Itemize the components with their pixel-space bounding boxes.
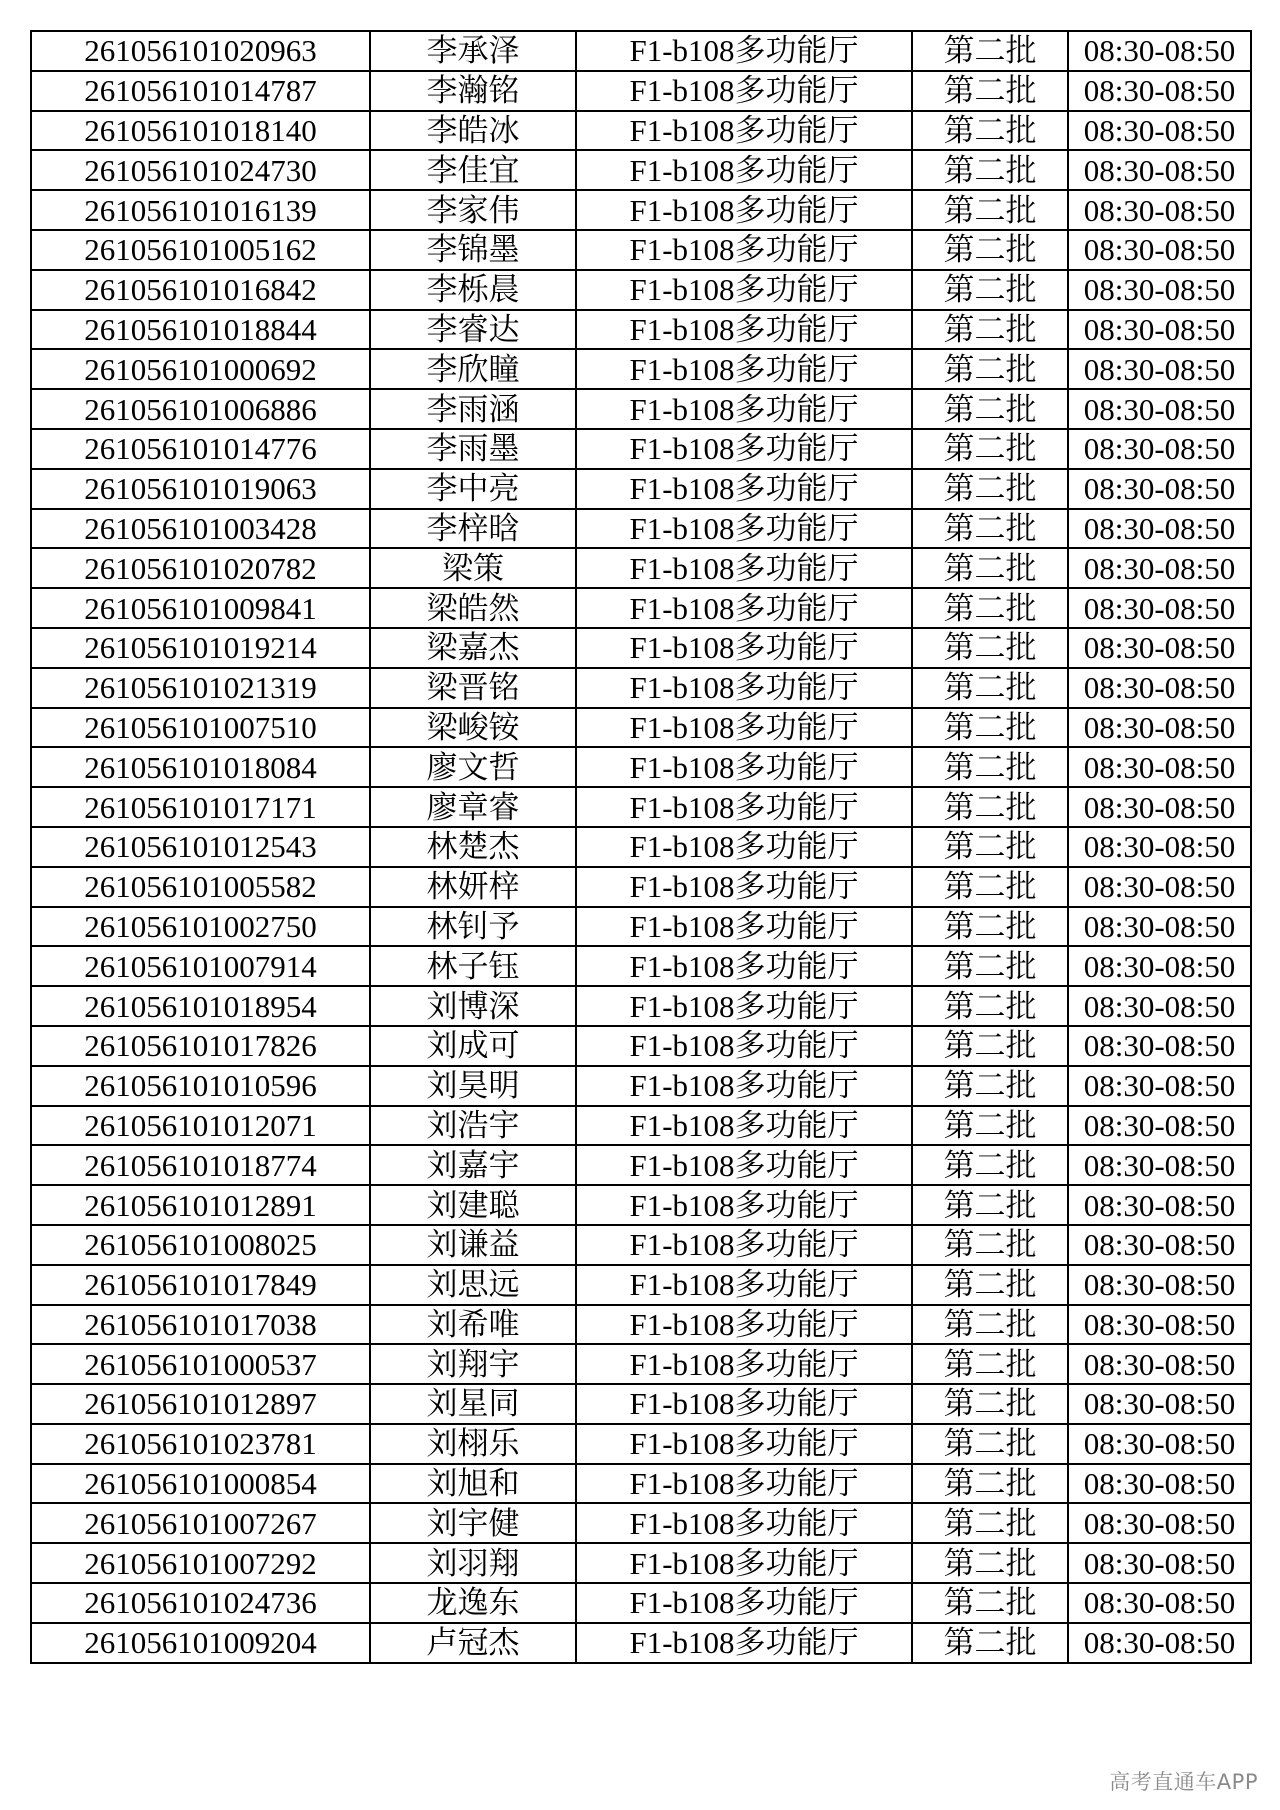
room-cell: F1-b108多功能厅 (576, 708, 912, 748)
name-cell: 李中亮 (370, 469, 576, 509)
time-cell: 08:30-08:50 (1068, 668, 1251, 708)
batch-cell: 第二批 (912, 588, 1068, 628)
batch-cell: 第二批 (912, 867, 1068, 907)
name-cell: 刘建聪 (370, 1185, 576, 1225)
time-cell: 08:30-08:50 (1068, 1026, 1251, 1066)
table-row (31, 1185, 1251, 1225)
time-cell: 08:30-08:50 (1068, 986, 1251, 1026)
room-cell: F1-b108多功能厅 (576, 349, 912, 389)
room-cell: F1-b108多功能厅 (576, 787, 912, 827)
time-cell: 08:30-08:50 (1068, 1464, 1251, 1504)
exam-number-cell: 261056101020963 (31, 31, 370, 71)
exam-number-cell: 261056101002750 (31, 907, 370, 947)
time-cell: 08:30-08:50 (1068, 1265, 1251, 1305)
name-cell: 梁嘉杰 (370, 628, 576, 668)
exam-number-cell: 261056101000537 (31, 1344, 370, 1384)
exam-number-cell: 261056101017171 (31, 787, 370, 827)
batch-cell: 第二批 (912, 708, 1068, 748)
time-cell: 08:30-08:50 (1068, 429, 1251, 469)
time-cell: 08:30-08:50 (1068, 1344, 1251, 1384)
time-cell: 08:30-08:50 (1068, 827, 1251, 867)
name-cell: 李家伟 (370, 190, 576, 230)
room-cell: F1-b108多功能厅 (576, 310, 912, 350)
time-cell: 08:30-08:50 (1068, 1623, 1251, 1663)
exam-number-cell: 261056101018774 (31, 1145, 370, 1185)
exam-number-cell: 261056101018140 (31, 111, 370, 151)
room-cell: F1-b108多功能厅 (576, 628, 912, 668)
time-cell: 08:30-08:50 (1068, 787, 1251, 827)
name-cell: 李欣瞳 (370, 349, 576, 389)
exam-number-cell: 261056101014776 (31, 429, 370, 469)
exam-number-cell: 261056101003428 (31, 509, 370, 549)
table-row (31, 1623, 1251, 1663)
time-cell: 08:30-08:50 (1068, 71, 1251, 111)
batch-cell: 第二批 (912, 986, 1068, 1026)
time-cell: 08:30-08:50 (1068, 946, 1251, 986)
name-cell: 刘宇健 (370, 1503, 576, 1543)
room-cell: F1-b108多功能厅 (576, 668, 912, 708)
time-cell: 08:30-08:50 (1068, 1185, 1251, 1225)
exam-number-cell: 261056101016842 (31, 270, 370, 310)
exam-number-cell: 261056101007510 (31, 708, 370, 748)
time-cell: 08:30-08:50 (1068, 708, 1251, 748)
exam-number-cell: 261056101007914 (31, 946, 370, 986)
room-cell: F1-b108多功能厅 (576, 986, 912, 1026)
exam-number-cell: 261056101012071 (31, 1106, 370, 1146)
table-row (31, 270, 1251, 310)
room-cell: F1-b108多功能厅 (576, 1265, 912, 1305)
time-cell: 08:30-08:50 (1068, 1384, 1251, 1424)
batch-cell: 第二批 (912, 429, 1068, 469)
batch-cell: 第二批 (912, 150, 1068, 190)
name-cell: 龙逸东 (370, 1583, 576, 1623)
table-row (31, 190, 1251, 230)
batch-cell: 第二批 (912, 349, 1068, 389)
exam-number-cell: 261056101018084 (31, 747, 370, 787)
time-cell: 08:30-08:50 (1068, 469, 1251, 509)
table-row (31, 668, 1251, 708)
exam-number-cell: 261056101019063 (31, 469, 370, 509)
name-cell: 刘浩宇 (370, 1106, 576, 1146)
table-row (31, 628, 1251, 668)
name-cell: 梁策 (370, 548, 576, 588)
batch-cell: 第二批 (912, 270, 1068, 310)
room-cell: F1-b108多功能厅 (576, 1583, 912, 1623)
time-cell: 08:30-08:50 (1068, 1305, 1251, 1345)
name-cell: 梁峻铵 (370, 708, 576, 748)
room-cell: F1-b108多功能厅 (576, 1424, 912, 1464)
exam-number-cell: 261056101019214 (31, 628, 370, 668)
batch-cell: 第二批 (912, 946, 1068, 986)
room-cell: F1-b108多功能厅 (576, 1344, 912, 1384)
room-cell: F1-b108多功能厅 (576, 747, 912, 787)
exam-number-cell: 261056101009204 (31, 1623, 370, 1663)
time-cell: 08:30-08:50 (1068, 907, 1251, 947)
time-cell: 08:30-08:50 (1068, 509, 1251, 549)
name-cell: 李睿达 (370, 310, 576, 350)
batch-cell: 第二批 (912, 1185, 1068, 1225)
batch-cell: 第二批 (912, 827, 1068, 867)
batch-cell: 第二批 (912, 1066, 1068, 1106)
name-cell: 刘思远 (370, 1265, 576, 1305)
exam-number-cell: 261056101021319 (31, 668, 370, 708)
room-cell: F1-b108多功能厅 (576, 1106, 912, 1146)
table-row (31, 1464, 1251, 1504)
time-cell: 08:30-08:50 (1068, 230, 1251, 270)
exam-number-cell: 261056101008025 (31, 1225, 370, 1265)
batch-cell: 第二批 (912, 1543, 1068, 1583)
table-row (31, 1225, 1251, 1265)
time-cell: 08:30-08:50 (1068, 588, 1251, 628)
room-cell: F1-b108多功能厅 (576, 867, 912, 907)
time-cell: 08:30-08:50 (1068, 1543, 1251, 1583)
name-cell: 梁皓然 (370, 588, 576, 628)
name-cell: 刘栩乐 (370, 1424, 576, 1464)
batch-cell: 第二批 (912, 310, 1068, 350)
exam-number-cell: 261056101016139 (31, 190, 370, 230)
room-cell: F1-b108多功能厅 (576, 230, 912, 270)
room-cell: F1-b108多功能厅 (576, 1384, 912, 1424)
batch-cell: 第二批 (912, 111, 1068, 151)
time-cell: 08:30-08:50 (1068, 31, 1251, 71)
name-cell: 梁晋铭 (370, 668, 576, 708)
exam-number-cell: 261056101000854 (31, 1464, 370, 1504)
batch-cell: 第二批 (912, 628, 1068, 668)
batch-cell: 第二批 (912, 71, 1068, 111)
exam-number-cell: 261056101000692 (31, 349, 370, 389)
name-cell: 李雨涵 (370, 389, 576, 429)
table-row (31, 111, 1251, 151)
table-row (31, 1106, 1251, 1146)
time-cell: 08:30-08:50 (1068, 111, 1251, 151)
name-cell: 刘昊明 (370, 1066, 576, 1106)
name-cell: 刘旭和 (370, 1464, 576, 1504)
exam-number-cell: 261056101014787 (31, 71, 370, 111)
batch-cell: 第二批 (912, 907, 1068, 947)
table-row (31, 708, 1251, 748)
name-cell: 廖章睿 (370, 787, 576, 827)
name-cell: 李承泽 (370, 31, 576, 71)
time-cell: 08:30-08:50 (1068, 548, 1251, 588)
name-cell: 林子钰 (370, 946, 576, 986)
batch-cell: 第二批 (912, 668, 1068, 708)
table-row (31, 907, 1251, 947)
exam-number-cell: 261056101012891 (31, 1185, 370, 1225)
batch-cell: 第二批 (912, 787, 1068, 827)
table-row (31, 71, 1251, 111)
batch-cell: 第二批 (912, 1503, 1068, 1543)
room-cell: F1-b108多功能厅 (576, 150, 912, 190)
name-cell: 李佳宜 (370, 150, 576, 190)
room-cell: F1-b108多功能厅 (576, 1225, 912, 1265)
room-cell: F1-b108多功能厅 (576, 389, 912, 429)
table-row (31, 349, 1251, 389)
exam-number-cell: 261056101009841 (31, 588, 370, 628)
batch-cell: 第二批 (912, 1225, 1068, 1265)
table-row (31, 787, 1251, 827)
name-cell: 刘星同 (370, 1384, 576, 1424)
batch-cell: 第二批 (912, 1623, 1068, 1663)
exam-number-cell: 261056101007267 (31, 1503, 370, 1543)
table-row (31, 1384, 1251, 1424)
time-cell: 08:30-08:50 (1068, 1424, 1251, 1464)
table-row (31, 429, 1251, 469)
room-cell: F1-b108多功能厅 (576, 1305, 912, 1345)
exam-number-cell: 261056101024730 (31, 150, 370, 190)
time-cell: 08:30-08:50 (1068, 1583, 1251, 1623)
table-row (31, 1583, 1251, 1623)
room-cell: F1-b108多功能厅 (576, 1623, 912, 1663)
room-cell: F1-b108多功能厅 (576, 190, 912, 230)
exam-number-cell: 261056101017849 (31, 1265, 370, 1305)
exam-number-cell: 261056101024736 (31, 1583, 370, 1623)
table-row (31, 1066, 1251, 1106)
table-row (31, 389, 1251, 429)
name-cell: 卢冠杰 (370, 1623, 576, 1663)
watermark-text: 高考直通车APP (1109, 1770, 1258, 1794)
time-cell: 08:30-08:50 (1068, 1225, 1251, 1265)
room-cell: F1-b108多功能厅 (576, 946, 912, 986)
batch-cell: 第二批 (912, 1265, 1068, 1305)
room-cell: F1-b108多功能厅 (576, 1185, 912, 1225)
time-cell: 08:30-08:50 (1068, 867, 1251, 907)
exam-number-cell: 261056101006886 (31, 389, 370, 429)
batch-cell: 第二批 (912, 1106, 1068, 1146)
exam-number-cell: 261056101023781 (31, 1424, 370, 1464)
name-cell: 李皓冰 (370, 111, 576, 151)
time-cell: 08:30-08:50 (1068, 150, 1251, 190)
table-row (31, 1543, 1251, 1583)
batch-cell: 第二批 (912, 1583, 1068, 1623)
batch-cell: 第二批 (912, 1384, 1068, 1424)
exam-number-cell: 261056101012543 (31, 827, 370, 867)
time-cell: 08:30-08:50 (1068, 190, 1251, 230)
candidate-table-body (31, 31, 1251, 1663)
room-cell: F1-b108多功能厅 (576, 907, 912, 947)
table-row (31, 946, 1251, 986)
name-cell: 刘嘉宇 (370, 1145, 576, 1185)
batch-cell: 第二批 (912, 1145, 1068, 1185)
batch-cell: 第二批 (912, 230, 1068, 270)
room-cell: F1-b108多功能厅 (576, 1066, 912, 1106)
room-cell: F1-b108多功能厅 (576, 1543, 912, 1583)
exam-number-cell: 261056101017038 (31, 1305, 370, 1345)
candidate-table (30, 30, 1252, 1664)
time-cell: 08:30-08:50 (1068, 389, 1251, 429)
table-row (31, 1265, 1251, 1305)
room-cell: F1-b108多功能厅 (576, 429, 912, 469)
batch-cell: 第二批 (912, 1424, 1068, 1464)
room-cell: F1-b108多功能厅 (576, 1026, 912, 1066)
table-row (31, 469, 1251, 509)
time-cell: 08:30-08:50 (1068, 349, 1251, 389)
room-cell: F1-b108多功能厅 (576, 1145, 912, 1185)
exam-number-cell: 261056101020782 (31, 548, 370, 588)
time-cell: 08:30-08:50 (1068, 1503, 1251, 1543)
table-row (31, 310, 1251, 350)
table-row (31, 588, 1251, 628)
batch-cell: 第二批 (912, 1305, 1068, 1345)
batch-cell: 第二批 (912, 1344, 1068, 1384)
exam-number-cell: 261056101012897 (31, 1384, 370, 1424)
time-cell: 08:30-08:50 (1068, 1145, 1251, 1185)
room-cell: F1-b108多功能厅 (576, 1464, 912, 1504)
room-cell: F1-b108多功能厅 (576, 469, 912, 509)
table-row (31, 150, 1251, 190)
exam-number-cell: 261056101018954 (31, 986, 370, 1026)
table-row (31, 31, 1251, 71)
time-cell: 08:30-08:50 (1068, 1066, 1251, 1106)
room-cell: F1-b108多功能厅 (576, 270, 912, 310)
table-row (31, 867, 1251, 907)
table-row (31, 1026, 1251, 1066)
time-cell: 08:30-08:50 (1068, 747, 1251, 787)
table-row (31, 747, 1251, 787)
time-cell: 08:30-08:50 (1068, 270, 1251, 310)
name-cell: 刘成可 (370, 1026, 576, 1066)
batch-cell: 第二批 (912, 747, 1068, 787)
room-cell: F1-b108多功能厅 (576, 588, 912, 628)
batch-cell: 第二批 (912, 469, 1068, 509)
name-cell: 廖文哲 (370, 747, 576, 787)
batch-cell: 第二批 (912, 1464, 1068, 1504)
batch-cell: 第二批 (912, 1026, 1068, 1066)
table-row (31, 1424, 1251, 1464)
time-cell: 08:30-08:50 (1068, 1106, 1251, 1146)
name-cell: 刘谦益 (370, 1225, 576, 1265)
table-row (31, 1344, 1251, 1384)
name-cell: 李栎晨 (370, 270, 576, 310)
exam-number-cell: 261056101005582 (31, 867, 370, 907)
batch-cell: 第二批 (912, 509, 1068, 549)
name-cell: 李瀚铭 (370, 71, 576, 111)
batch-cell: 第二批 (912, 31, 1068, 71)
name-cell: 林妍梓 (370, 867, 576, 907)
room-cell: F1-b108多功能厅 (576, 111, 912, 151)
room-cell: F1-b108多功能厅 (576, 1503, 912, 1543)
table-row (31, 509, 1251, 549)
room-cell: F1-b108多功能厅 (576, 827, 912, 867)
room-cell: F1-b108多功能厅 (576, 71, 912, 111)
name-cell: 刘羽翔 (370, 1543, 576, 1583)
exam-number-cell: 261056101005162 (31, 230, 370, 270)
table-row (31, 986, 1251, 1026)
name-cell: 刘博深 (370, 986, 576, 1026)
exam-number-cell: 261056101017826 (31, 1026, 370, 1066)
table-row (31, 827, 1251, 867)
name-cell: 林楚杰 (370, 827, 576, 867)
table-row (31, 1305, 1251, 1345)
batch-cell: 第二批 (912, 389, 1068, 429)
time-cell: 08:30-08:50 (1068, 628, 1251, 668)
batch-cell: 第二批 (912, 548, 1068, 588)
name-cell: 李梓晗 (370, 509, 576, 549)
table-row (31, 1145, 1251, 1185)
table-row (31, 230, 1251, 270)
room-cell: F1-b108多功能厅 (576, 509, 912, 549)
room-cell: F1-b108多功能厅 (576, 31, 912, 71)
batch-cell: 第二批 (912, 190, 1068, 230)
room-cell: F1-b108多功能厅 (576, 548, 912, 588)
time-cell: 08:30-08:50 (1068, 310, 1251, 350)
table-row (31, 548, 1251, 588)
exam-number-cell: 261056101018844 (31, 310, 370, 350)
name-cell: 刘翔宇 (370, 1344, 576, 1384)
name-cell: 林钊予 (370, 907, 576, 947)
exam-number-cell: 261056101010596 (31, 1066, 370, 1106)
name-cell: 李雨墨 (370, 429, 576, 469)
name-cell: 刘希唯 (370, 1305, 576, 1345)
exam-number-cell: 261056101007292 (31, 1543, 370, 1583)
name-cell: 李锦墨 (370, 230, 576, 270)
table-row (31, 1503, 1251, 1543)
